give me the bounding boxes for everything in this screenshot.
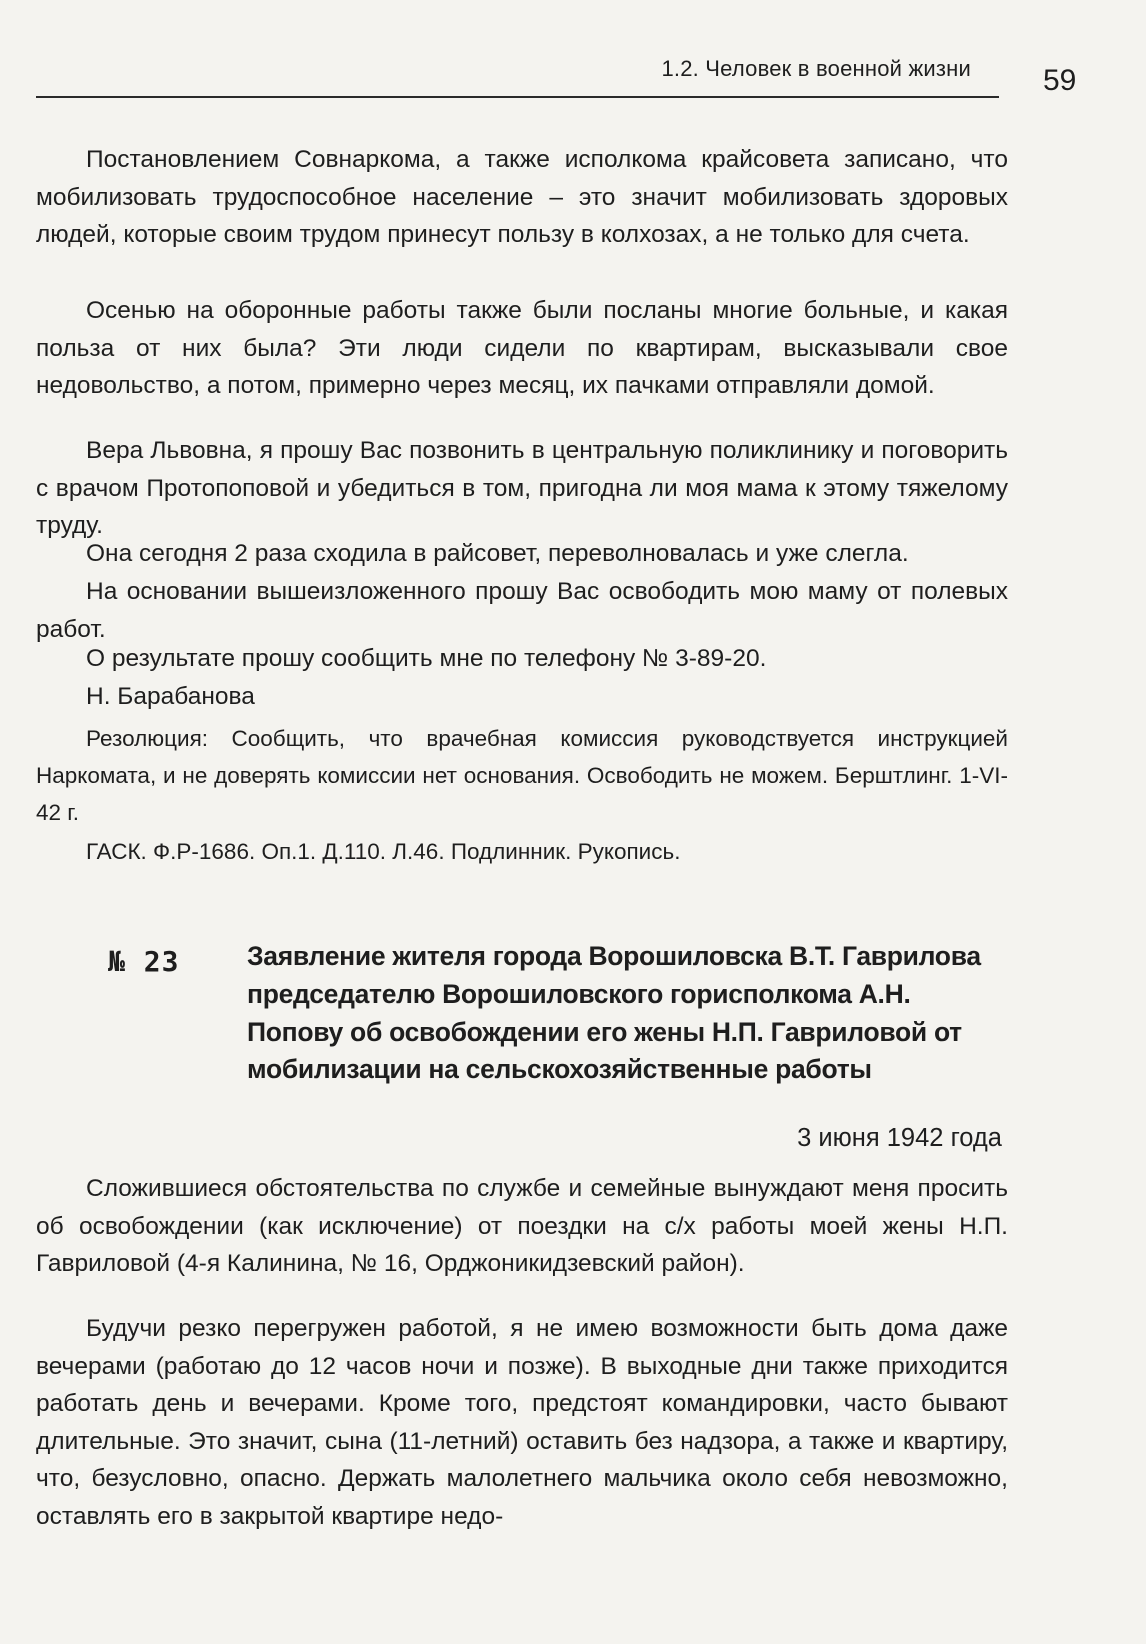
document-title: Заявление жителя города Ворошиловска В.Т. Гаврилова председателю Ворошиловского горисполкома А.Н. Попову об освобождении его жены Н.П. Гавриловой от мобилизации на сельскохозяйственные работы <box>247 941 981 1085</box>
page-number: 59 <box>1043 64 1077 97</box>
document-number: № 23 <box>108 945 180 978</box>
signature: Н. Барабанова <box>86 683 255 710</box>
archive-reference: ГАСК. Ф.Р-1686. Оп.1. Д.110. Л.46. Подлинник. Рукопись. <box>86 839 681 864</box>
document-paragraph-2: Будучи резко перегружен работой, я не имею возможности быть дома даже вечерами (работаю до 12 часов ночи и позже). В выходные дни также приходится работать день и вечерами. Кроме того, предстоят командировки, часто бывают длительные. Это значит, сына (11-летний) оставить без надзора, а также и квартиру, что, безусловно, опасно. Держать малолетнего мальчика около себя невозможно, оставлять его в закрытой квартире недо- <box>36 1315 1008 1530</box>
paragraph-1: Постановлением Совнаркома, а также исполкома крайсовета записано, что мобилизовать трудоспособное население – это значит мобилизовать здоровых людей, которые своим трудом принесут пользу в колхозах, а не только для счета. <box>36 146 1008 249</box>
running-title: 1.2. Человек в военной жизни <box>661 56 971 81</box>
paragraph-4: Она сегодня 2 раза сходила в райсовет, переволновалась и уже слегла. <box>86 540 909 567</box>
document-date: 3 июня 1942 года <box>797 1124 1002 1152</box>
resolution: Резолюция: Сообщить, что врачебная комиссия руководствуется инструкцией Наркомата, и не доверять комиссии нет основания. Освободить не можем. Берштлинг. 1-VI-42 г. <box>36 726 1008 825</box>
paragraph-2: Осенью на оборонные работы также были посланы многие больные, и какая польза от них была? Эти люди сидели по квартирам, высказывали свое недовольство, а потом, примерно через месяц, их пачками отправляли домой. <box>36 297 1008 400</box>
paragraph-5: На основании вышеизложенного прошу Вас освободить мою маму от полевых работ. <box>36 578 1008 643</box>
paragraph-3: Вера Львовна, я прошу Вас позвонить в центральную поликлинику и поговорить с врачом Протопоповой и убедиться в том, пригодна ли моя мама к этому тяжелому труду. <box>36 437 1008 540</box>
running-header <box>36 52 999 98</box>
document-paragraph-1: Сложившиеся обстоятельства по службе и семейные вынуждают меня просить об освобождении (как исключение) от поездки на с/х работы моей жены Н.П. Гавриловой (4-я Калинина, № 16, Орджоникидзевский район). <box>36 1175 1008 1278</box>
paragraph-6: О результате прошу сообщить мне по телефону № 3-89-20. <box>86 645 767 672</box>
